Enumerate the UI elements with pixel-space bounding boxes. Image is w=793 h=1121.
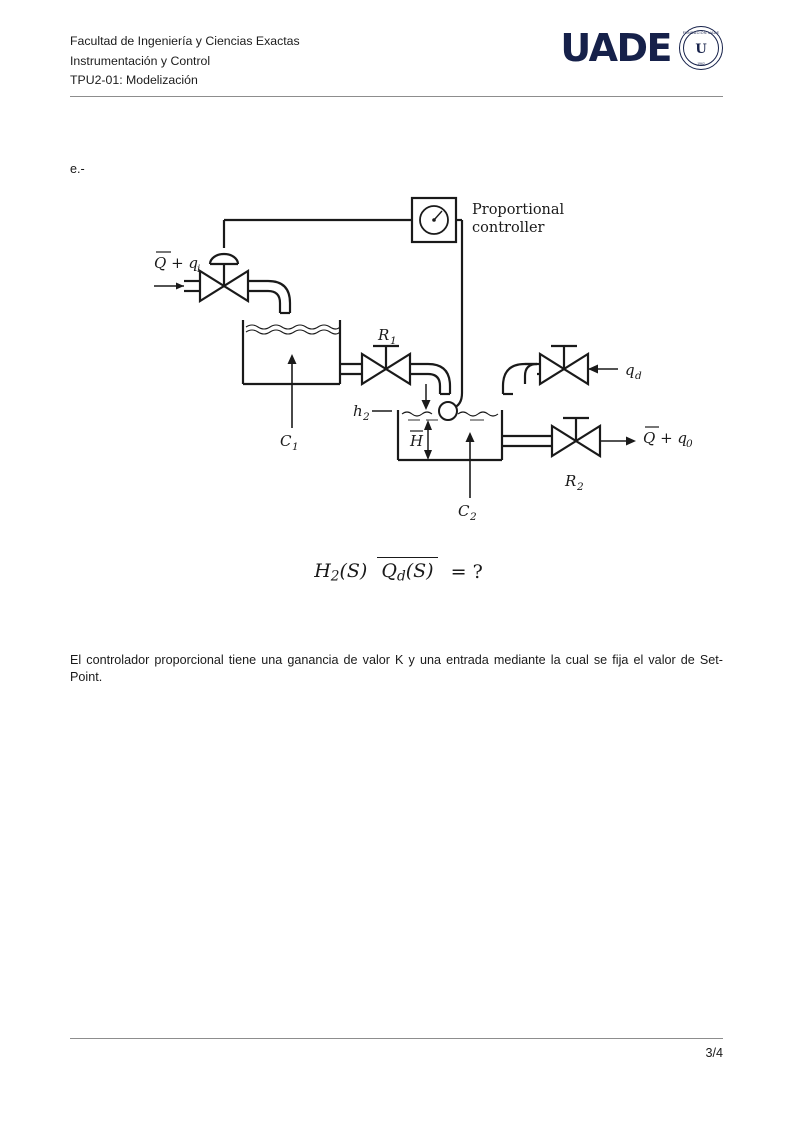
label-outflow bbox=[643, 427, 693, 450]
header-line-subject: Instrumentación y Control bbox=[70, 53, 211, 68]
footer-divider bbox=[70, 1038, 723, 1039]
numerator-subscript: 2 bbox=[330, 568, 340, 585]
denominator-symbol: Q bbox=[381, 560, 397, 582]
svg-text:Q + q: Q + q bbox=[643, 429, 688, 447]
page-header bbox=[70, 26, 723, 91]
svg-text:i: i bbox=[197, 263, 201, 275]
denominator-arg: (S) bbox=[405, 560, 434, 582]
hydraulic-system-diagram bbox=[140, 188, 700, 528]
label-r2: R bbox=[565, 472, 577, 490]
formula-numerator bbox=[310, 560, 371, 584]
svg-text:Q + q: Q + q bbox=[154, 254, 199, 272]
numerator-symbol: H bbox=[314, 560, 331, 582]
uade-logo-text: UADE bbox=[560, 26, 671, 70]
formula-denominator bbox=[377, 557, 437, 585]
body-paragraph: El controlador proporcional tiene una ganancia de valor K y una entrada mediante la cual se fija el valor de Set-Point. bbox=[70, 653, 723, 684]
controller-caption-line2: controller bbox=[472, 220, 545, 236]
numerator-arg: (S) bbox=[339, 560, 368, 582]
page-number: 3/4 bbox=[705, 1046, 723, 1060]
transfer-function-formula bbox=[0, 560, 793, 584]
header-line-faculty: Facultad de Ingeniería y Ciencias Exactas bbox=[70, 34, 300, 48]
label-h2: h bbox=[353, 402, 363, 420]
diagram-svg bbox=[140, 188, 700, 528]
formula-equals: = ? bbox=[450, 561, 483, 584]
header-line-assignment: TPU2-01: Modelización bbox=[70, 73, 198, 87]
label-c1-sub: 1 bbox=[292, 441, 299, 453]
label-c2-sub: 2 bbox=[470, 511, 477, 523]
seal-monogram: U bbox=[695, 41, 707, 57]
label-inflow bbox=[154, 252, 200, 275]
label-r1: R bbox=[378, 326, 390, 344]
seal-top-text: FUNDACIÓN UADE bbox=[682, 30, 720, 35]
formula-fraction bbox=[310, 560, 437, 584]
seal-bottom-text: 1962 bbox=[697, 61, 705, 66]
label-h2-sub: 2 bbox=[363, 411, 370, 423]
item-label-e: e.- bbox=[70, 162, 85, 176]
uade-seal-icon bbox=[679, 26, 723, 70]
label-qd: q bbox=[625, 361, 635, 379]
svg-text:0: 0 bbox=[686, 438, 693, 450]
label-qd-sub: d bbox=[635, 370, 642, 382]
svg-text:H: H bbox=[410, 432, 424, 450]
label-r1-sub: 1 bbox=[390, 335, 397, 347]
label-r2-sub: 2 bbox=[577, 481, 584, 493]
header-title-block bbox=[70, 32, 300, 91]
denominator-subscript: d bbox=[396, 568, 406, 585]
label-c1: C bbox=[280, 432, 292, 450]
label-H bbox=[409, 431, 424, 450]
label-c2: C bbox=[458, 502, 470, 520]
uade-logo bbox=[560, 26, 723, 70]
header-divider bbox=[70, 96, 723, 97]
controller-caption-line1: Proportional bbox=[472, 202, 565, 218]
